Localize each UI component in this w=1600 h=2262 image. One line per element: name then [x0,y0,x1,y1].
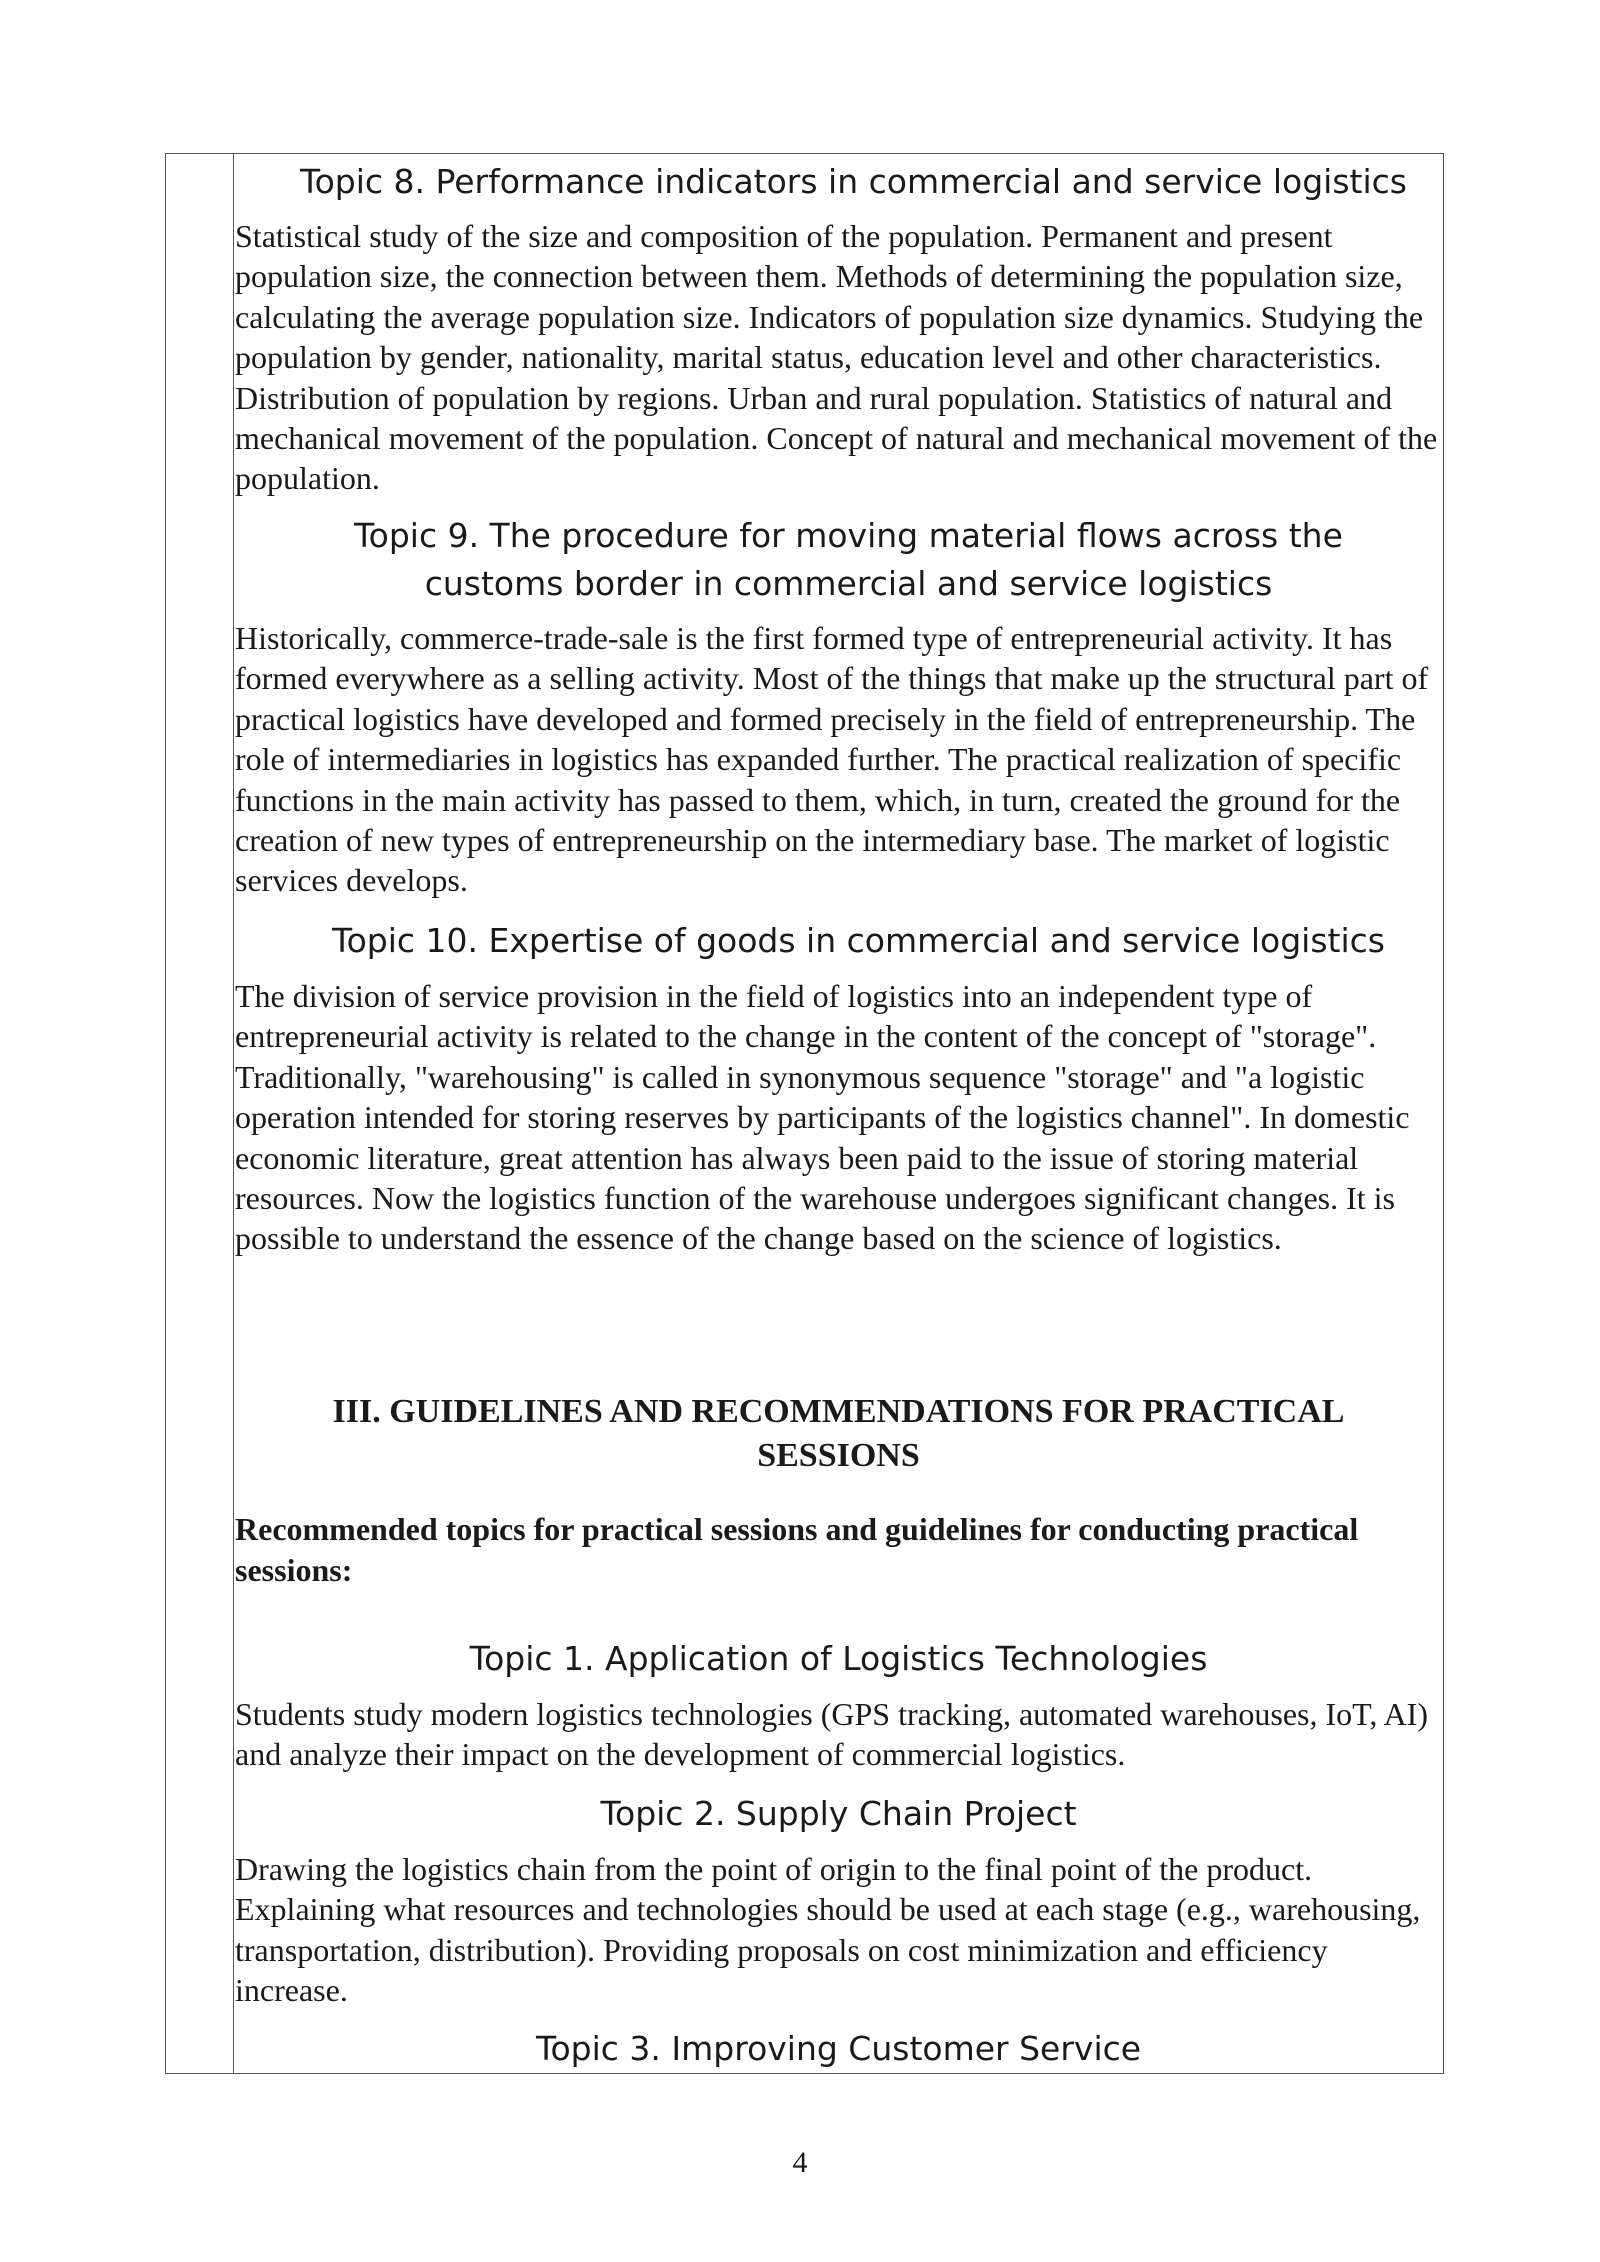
topic-8-block [235,158,1442,206]
table-left-column [166,154,234,2073]
topic-8-body-block [235,216,1442,499]
practical-topic-1-body: Students study modern logistics technologies (GPS tracking, automated warehouses, IoT, AI) and analyze their impact on the development of commercial logistics. [235,1696,1428,1773]
topic-9-title-line1: Topic 9. The procedure for moving material flows across the [354,516,1343,555]
topic-10-block [235,917,1442,965]
practical-topic-1-body-block [235,1694,1442,1775]
practical-topic-1-title: Topic 1. Application of Logistics Technologies [469,1639,1208,1678]
section-3-intro: Recommended topics for practical sessions and guidelines for conducting practical sessions: [235,1511,1359,1588]
content-table [165,153,1444,2074]
section-3-heading-block [235,1390,1442,1478]
topic-8-title: Topic 8. Performance indicators in commercial and service logistics [300,162,1407,201]
practical-topic-2-block [235,1790,1442,1838]
section-3-intro-block [235,1509,1442,1591]
topic-8-body: Statistical study of the size and composition of the population. Permanent and present population size, the connection between them. Methods of determining the population size, calculating the average population size. Indicators of population size dynamics. Studying the population by gender, nationality, marital status, education level and other characteristics. Distribution of population by regions. Urban and rural population. Statistics of natural and mechanical movement of the population. Concept of natural and mechanical movement of the population. [235,218,1438,497]
topic-10-body-block [235,976,1442,1259]
topic-10-body: The division of service provision in the field of logistics into an independent type of entrepreneurial activity is related to the change in the content of the concept of "storage". Traditionally, "warehousing" is called in synonymous sequence "storage" and "a logistic operation intended for storing reserves by participants of the logistics channel". In domestic economic literature, great attention has always been paid to the issue of storing material resources. Now the logistics function of the warehouse undergoes significant changes. It is possible to understand the essence of the change based on the science of logistics. [235,978,1410,1257]
practical-topic-2-body: Drawing the logistics chain from the point of origin to the final point of the product. Explaining what resources and technologies should be used at each stage (e.g., warehousing, transportation, distribution). Providing proposals on cost minimization and efficiency increase. [235,1851,1421,2009]
practical-topic-2-title: Topic 2. Supply Chain Project [600,1794,1077,1833]
practical-topic-3-block [235,2025,1442,2073]
topic-9-block [235,512,1442,608]
section-3-heading-line2: SESSIONS [757,1437,920,1474]
topic-9-body: Historically, commerce-trade-sale is the first formed type of entrepreneurial activity. It has formed everywhere as a selling activity. Most of the things that make up the structural part of practical logistics have developed and formed precisely in the field of entrepreneurship. The role of intermediaries in logistics has expanded further. The practical realization of specific functions in the main activity has passed to them, which, in turn, created the ground for the creation of new types of entrepreneurship on the intermediary base. The market of logistic services develops. [235,620,1429,899]
page-number: 4 [792,2146,808,2179]
section-3-heading-line1: III. GUIDELINES AND RECOMMENDATIONS FOR PRACTICAL [332,1393,1345,1430]
topic-9-body-block [235,618,1442,901]
table-content-column [235,154,1442,2073]
practical-topic-1-block [235,1635,1442,1683]
practical-topic-3-title: Topic 3. Improving Customer Service [535,2029,1142,2068]
practical-topic-2-body-block [235,1849,1442,2011]
topic-10-title: Topic 10. Expertise of goods in commercial and service logistics [332,921,1385,960]
topic-9-title-line2: customs border in commercial and service logistics [424,564,1273,603]
